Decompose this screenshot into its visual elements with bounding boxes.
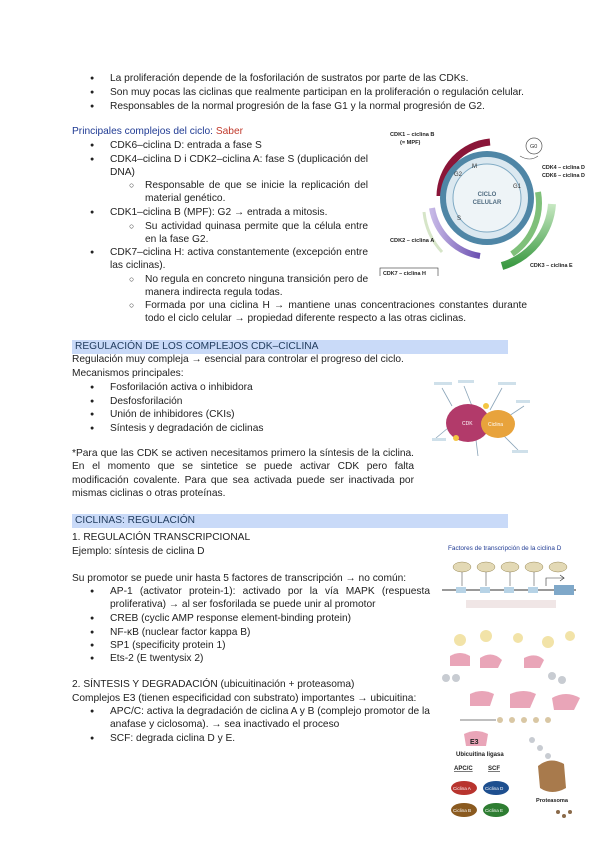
factor-nfkb: ● NF-κB (nuclear factor kappa B) [110,626,250,639]
label-cdk6: CDK6 – ciclina D [542,173,585,179]
fig-cb: Ciclina B [453,808,472,813]
label-cdk2: CDK2 – ciclina A [390,238,435,244]
phase-g2: G2 [454,172,463,178]
label-cdk4: CDK4 – ciclina D [542,165,585,171]
factor-ap1: ● AP-1 (activator protein-1): activado por la vía MAPK (respuesta proliferativa) → al ser fosforilada se puede unir al promotor [110,585,430,612]
fig-ca: Ciclina A [453,786,471,791]
e3-scf: ● SCF: degrada ciclina D y E. [110,732,235,745]
mecanismo-2: ● Desfosforilación [110,395,182,408]
ubiquitin-figure [440,628,590,828]
complejo-cdk7-sub1: ○ No regula en concreto ninguna transición pero de manera indirecta regula todas. [145,273,375,300]
cdk-regulators-figure [432,376,532,460]
complejo-cdk1-sub: ○ Su actividad quinasa permite que la célula entre en la fase G2. [145,220,368,247]
factor-ets2: ● Ets-2 (E twentysix 2) [110,652,203,665]
fig-ciclina-label: Ciclina [488,422,504,428]
fig-scf: SCF [488,766,500,772]
label-mpf: (= MPF) [400,140,421,146]
fig-tf-title: Factores de transcripción de la ciclina D [448,545,562,552]
complejos-e3: Complejos E3 (tienen especificidad con substrato) importantes → ubicuitina: [72,693,417,704]
intro-bullet-2: ● Son muy pocas las ciclinas que realmente participan en la proliferación o regulación celular. [110,86,530,99]
complejo-cdk7-sub2: ○ Formada por una ciclina H → mantiene unas concentraciones constantes durante todo el ciclo celular → propiedad diferente respecto a las otras ciclinas. [145,299,527,326]
fig-e3: E3 [470,739,479,746]
complejo-cdk7: ● CDK7–ciclina H: activa constantemente (excepción entre las ciclinas). [110,246,368,273]
ciclinas-sub2: 2. SÍNTESIS Y DEGRADACIÓN (ubicuitinación + proteasoma) [72,679,355,690]
fig-ligasa: Ubicuitina ligasa [456,752,504,758]
label-cdk3: CDK3 – ciclina E [530,263,573,269]
regulacion-note: *Para que las CDK se activen necesitamos primero la síntesis de la ciclina. En el momento que se sintetice se puede activar CDK pero falta modificación covalente. Para que sea activada puede ser inactivada por mismas ciclinas o otras proteínas. [72,448,414,499]
factor-sp1: ● SP1 (specificity protein 1) [110,639,226,652]
mecanismo-4: ● Síntesis y degradación de ciclinas [110,422,263,435]
phase-g0: G0 [530,144,538,150]
ciclinas-sub1: 1. REGULACIÓN TRANSCRIPCIONAL [72,532,251,543]
transcription-factors-figure [436,540,586,610]
intro-bullet-3: ● Responsables de la normal progresión de la fase G1 y la normal progresión de G2. [110,100,530,113]
phase-m: M [472,164,477,170]
mecanismo-3: ● Unión de inhibidores (CKIs) [110,408,235,421]
factor-creb: ● CREB (cyclic AMP response element-binding protein) [110,612,351,625]
cell-cycle-figure [362,126,600,276]
mecanismo-1: ● Fosforilación activa o inhibidora [110,381,253,394]
intro-bullet-1: ● La proliferación depende de la fosforilación de sustratos por parte de las CDKs. [110,72,510,85]
complejo-cdk4-sub: ○ Responsable de que se inicie la replicación del material genético. [145,179,368,206]
saber-tag: Saber [215,126,244,137]
ciclinas-header: CICLINAS: REGULACIÓN [72,514,508,528]
fig-proteasoma: Proteasoma [536,798,569,804]
ciclinas-ejemplo: Ejemplo: síntesis de ciclina D [72,546,205,557]
label-cdk1: CDK1 – ciclina B [390,132,435,138]
cycle-center-2: CELULAR [472,200,502,206]
complejo-cdk1: ● CDK1–ciclina B (MPF): G2 → entrada a mitosis. [110,206,365,219]
fig-cd: Ciclina D [485,786,504,791]
complejo-cdk6: ● CDK6–ciclina D: entrada a fase S [110,139,365,152]
cycle-center-1: CICLO [477,192,497,198]
phase-g1: G1 [513,184,522,190]
regulacion-header: REGULACIÓN DE LOS COMPLEJOS CDK–CICLINA [72,340,508,354]
e3-apc: ● APC/C: activa la degradación de ciclina A y B (complejo promotor de la anafase y ciclosoma). → sea inactivado el proceso [110,705,436,732]
complejo-cdk4: ● CDK4–ciclina D i CDK2–ciclina A: fase S (duplicación del DNA) [110,153,368,180]
phase-s: S [457,216,462,222]
regulacion-line1: Regulación muy compleja → esencial para controlar el progreso del ciclo. [72,354,404,365]
complejos-title [72,125,243,138]
fig-ce: Ciclina E [485,808,504,813]
fig-cdk-label: CDK [462,421,473,427]
regulacion-line2: Mecanismos principales: [72,368,184,379]
ciclinas-promotor: Su promotor se puede unir hasta 5 factores de transcripción → no común: [72,573,407,584]
fig-apc: APC/C [454,766,473,772]
complejos-title-text: Principales complejos del ciclo: [72,126,216,137]
label-cdk7: CDK7 – ciclina H [383,271,426,276]
proteasome-shape [538,760,566,792]
